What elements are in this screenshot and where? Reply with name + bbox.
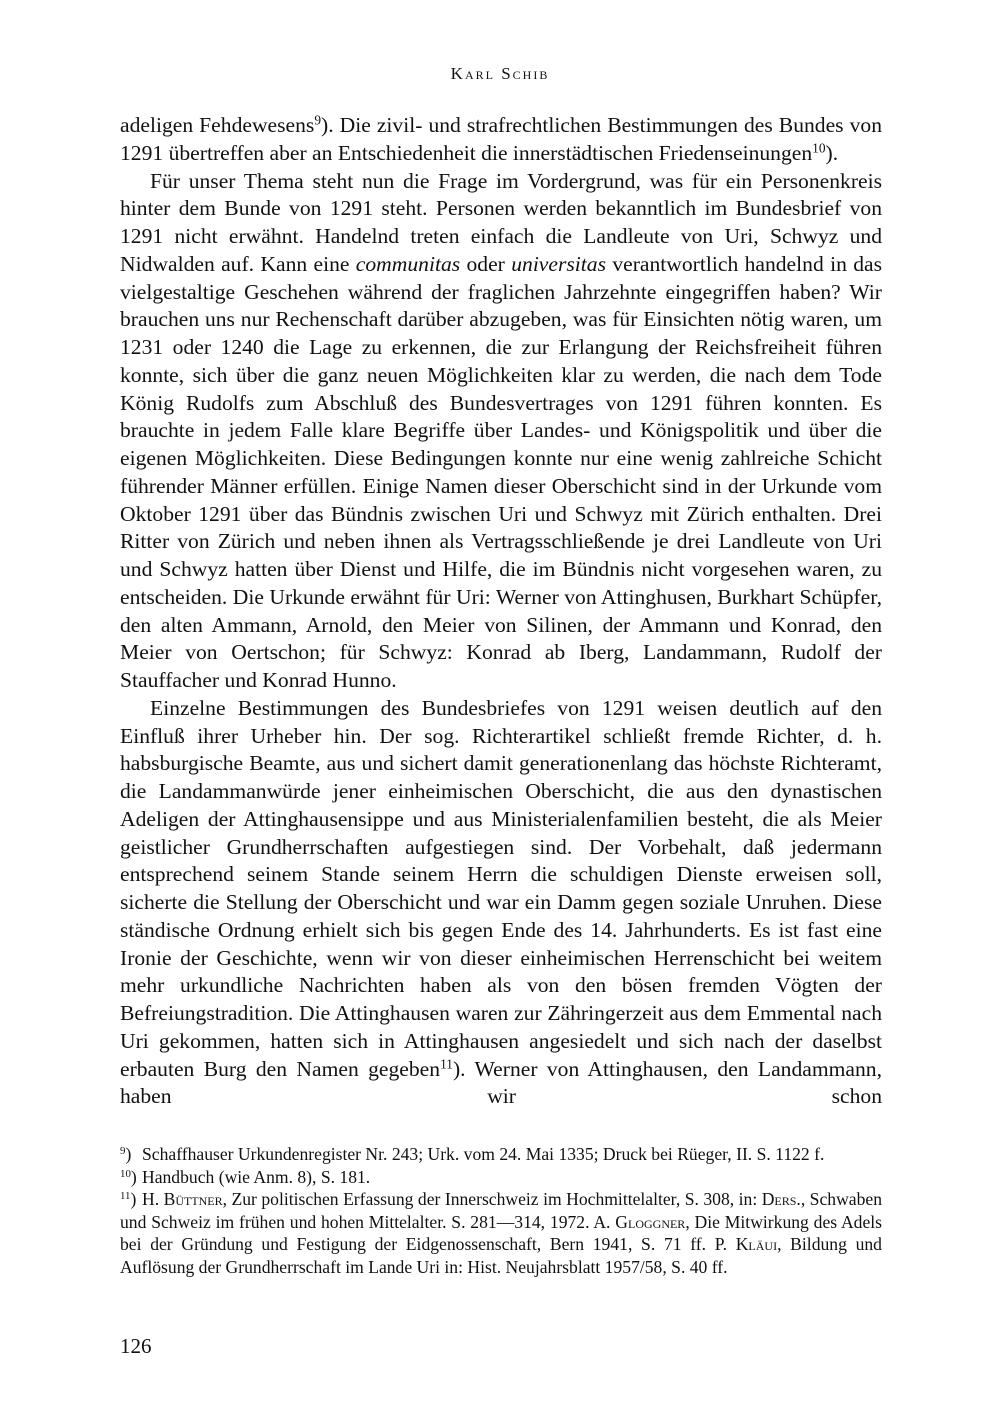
author-name: Gloggner xyxy=(615,1211,686,1232)
text-run: H. xyxy=(142,1189,164,1209)
text-run: verantwortlich handelnd in das vielgestaltige Geschehen während der fraglichen Jahrzehnte eingegriffen haben? Wir brauchen uns nur Rechenschaft darüber abzugeben, was für Einsichten nötig waren, um 1231 oder 1240 die Lage zu erkennen, die zur Erlangung der Reichsfreiheit führen konnte, sich über die ganz neuen Möglichkeiten klar zu werden, die nach dem Tode König Rudolfs zum Abschluß des Bundesvertrages von 1291 führen konnten. Es brauchte in jedem Falle klare Begriffe über Landes- und Königspolitik und über die eigenen Möglichkeiten. Diese Bedingungen konnte nur eine wenig zahlreiche Schicht führender Männer erfüllen. Einige Namen dieser Oberschicht sind in der Urkunde vom Oktober 1291 über das Bündnis zwischen Uri und Schwyz mit Zürich enthalten. Drei Ritter von Zürich und neben ihnen als Vertragsschließende je drei Landleute von Uri und Schwyz hatten über Dienst und Hilfe, die im Bündnis nicht vorgesehen waren, zu entscheiden. Die Urkunde erwähnt für Uri: Werner von Attinghusen, Burkhart Schüpfer, den alten Ammann, Arnold, den Meier von Silinen, der Ammann und Konrad, den Meier von Oertschon; für Schwyz: Konrad ab Iberg, Landammann, Rudolf der Stauffacher und Konrad Hunno. xyxy=(120,251,882,692)
text-run: Für unser Thema steht nun die Frage im Vordergrund, was für ein Personenkreis hinter dem Bunde von 1291 steht. Personen werden bekanntlich im Bundesbrief von 1291 nicht erwähnt. Handelnd treten einfach die Landleute von Uri, Schwyz und Nidwalden auf. Kann eine xyxy=(120,168,882,276)
footnote xyxy=(120,1188,882,1278)
paragraph xyxy=(120,168,882,695)
text-run: oder xyxy=(460,251,512,276)
page-number: 126 xyxy=(120,1334,152,1358)
footnote xyxy=(120,1143,882,1166)
footnote xyxy=(120,1166,882,1189)
footnote-ref: 11 xyxy=(440,1056,453,1072)
footnote-ref: 10 xyxy=(812,140,826,156)
author-name: Kläui xyxy=(735,1234,778,1254)
text-run: Einzelne Bestimmungen des Bundesbriefes von 1291 weisen deutlich auf den Einfluß ihrer Urheber hin. Der sog. Richterartikel schließt fremde Richter, d. h. habsburgische Beamte, aus und sichert damit generationenlang das höchste Richteramt, die Landammanwürde jener einheimischen Oberschicht, die aus den dynastischen Adeligen der Attinghausensippe und aus Ministerialenfamilien besteht, die als Meier geistlicher Grundherrschaften aufgestiegen sind. Der Vorbehalt, daß jedermann entsprechend seinem Stande seinem Herrn die schuldigen Dienste erweisen soll, sicherte die Stellung der Oberschicht und war ein Damm gegen soziale Unruhen. Diese ständische Ordnung erhielt sich bis gegen Ende des 14. Jahrhunderts. Es ist fast eine Ironie der Geschichte, wenn wir von dieser einheimischen Herrenschicht bei weitem mehr urkundliche Nachrichten haben als von den bösen fremden Vögten der Befreiungstradition. Die Attinghausen waren zur Zähringerzeit aus dem Emmental nach Uri gekommen, hatten sich in Attinghausen angesiedelt und sich nach der daselbst erbauten Burg den Namen gegeben xyxy=(120,695,882,1081)
text-run: ). xyxy=(825,140,839,165)
text-run: , Schwaben und Schweiz im frühen und hohen Mittelalter. S. 281—314, 1972. A. xyxy=(120,1189,882,1232)
running-head: Karl Schib xyxy=(450,64,550,83)
text-run: , Die Mitwirkung des Adels bei der Gründung und Festigung der Eidgenossenschaft, Bern 1941, S. 71 ff. P. xyxy=(120,1211,883,1254)
text-run: ). Werner von Attinghausen, den Landammann, haben wir schon xyxy=(120,1056,882,1109)
footnote-number: $^9$) xyxy=(120,1144,132,1164)
italic-term: universitas xyxy=(511,251,606,276)
author-name: Büttner xyxy=(163,1189,223,1209)
text-run: , Bildung und Auflösung der Grundherrschaft im Lande Uri in: Hist. Neujahrsblatt 1957/58, S. 40 ff. xyxy=(120,1234,882,1277)
text-run: , Zur politischen Erfassung der Innerschweiz im Hochmittelalter, S. 308, in: xyxy=(222,1189,762,1209)
footnote-number: $^{10}$) xyxy=(120,1166,137,1187)
text-run: adeligen Fehdewesens xyxy=(120,113,315,137)
body-text xyxy=(120,112,882,1111)
italic-term: communitas xyxy=(355,251,461,276)
paragraph xyxy=(120,112,882,168)
footnotes xyxy=(120,1143,882,1278)
paragraph xyxy=(120,695,882,1111)
text-run: ). Die zivil- und strafrechtlichen Bestimmungen des Bundes von 1291 übertreffen aber an Entschiedenheit die innerstädtischen Friedenseinungen xyxy=(120,113,882,165)
footnote-number: $^{11}$) xyxy=(120,1189,137,1209)
text-run: Handbuch (wie Anm. 8), S. 181. xyxy=(142,1166,371,1187)
text-run: Schaffhauser Urkundenregister Nr. 243; Urk. vom 24. Mai 1335; Druck bei Rüeger, II. S. 1122 f. xyxy=(142,1144,825,1164)
footnote-ref: 9 xyxy=(314,112,322,128)
author-name: Ders. xyxy=(761,1189,801,1209)
